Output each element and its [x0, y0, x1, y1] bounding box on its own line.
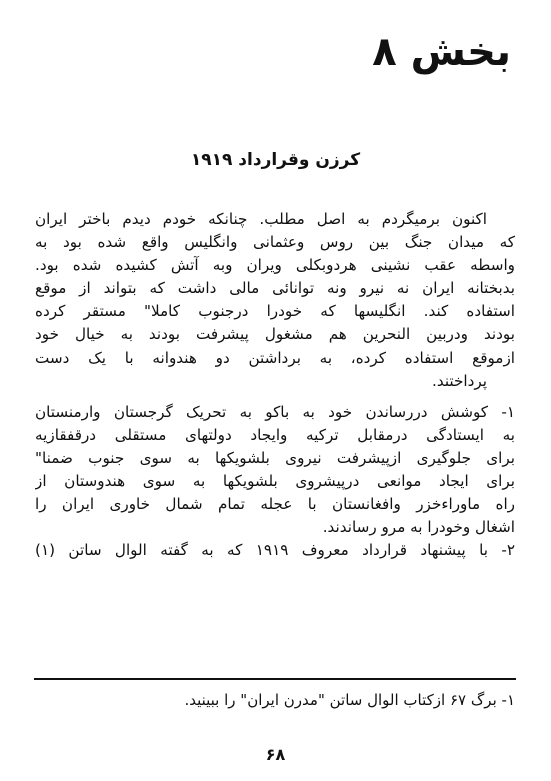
text-line: اکنون برمیگردم به اصل مطلب. چنانکه خودم دیدم باختر ایران [35, 210, 487, 228]
footnote-divider [34, 678, 516, 680]
section-heading: کرزن وقرارداد ۱۹۱۹ [190, 150, 361, 170]
text-line: بدبختانه ایران نه نیرو ونه توانائی مالی داشت که بتواند از موقع [35, 279, 515, 298]
text-line: برای جلوگیری ازپیشرفت نیروی بلشویکها به سوی جنوب ضمنا" [35, 448, 515, 467]
chapter-title: بخش ۸ [372, 29, 511, 75]
text-line: استفاده کند. انگلیسها که خودرا درجنوب کاملا" مستقر کرده [35, 302, 515, 321]
text-line: که میدان جنگ بین روس وعثمانی وانگلیس واقع شده بود به [35, 233, 515, 252]
text-line: اشغال وخودرا به مرو رساندند. [322, 518, 515, 537]
text-line: برای ایجاد موانعی درپیشروی بلشویکها به سوی هندوستان از [35, 472, 515, 491]
text-line: به ایستادگی درمقابل ترکیه وایجاد دولتهای مستقلی درقفقازیه [35, 425, 515, 444]
text-line: راه ماوراءخزر وافغانستان با عجله تمام شمال خاوری ایران را [35, 495, 515, 514]
text-line: ۲- با پیشنهاد قرارداد معروف ۱۹۱۹ که به گفته الوال ساتن (۱) [35, 541, 515, 560]
text-line: پرداختند. [432, 371, 487, 390]
page-number: ۶۸ [265, 745, 286, 764]
footnote: ۱- برگ ۶۷ ازکتاب الوال ساتن "مدرن ایران" را ببینید. [184, 691, 515, 709]
text-line: واسطه عقب نشینی هردوبکلی ویران وبه آتش کشیده شده بود. [35, 256, 515, 275]
text-line: بودند ودربین النحرین هم مشغول پیشرفت بودند به خیال خود [35, 325, 515, 344]
text-line: ازموقع استفاده کرده، به برداشتن دو هندوانه با یک دست [35, 348, 515, 367]
text-line: ۱- کوشش دررساندن خود به باکو به تحریک گرجستان وارمنستان [35, 402, 515, 421]
body-text [35, 208, 515, 562]
